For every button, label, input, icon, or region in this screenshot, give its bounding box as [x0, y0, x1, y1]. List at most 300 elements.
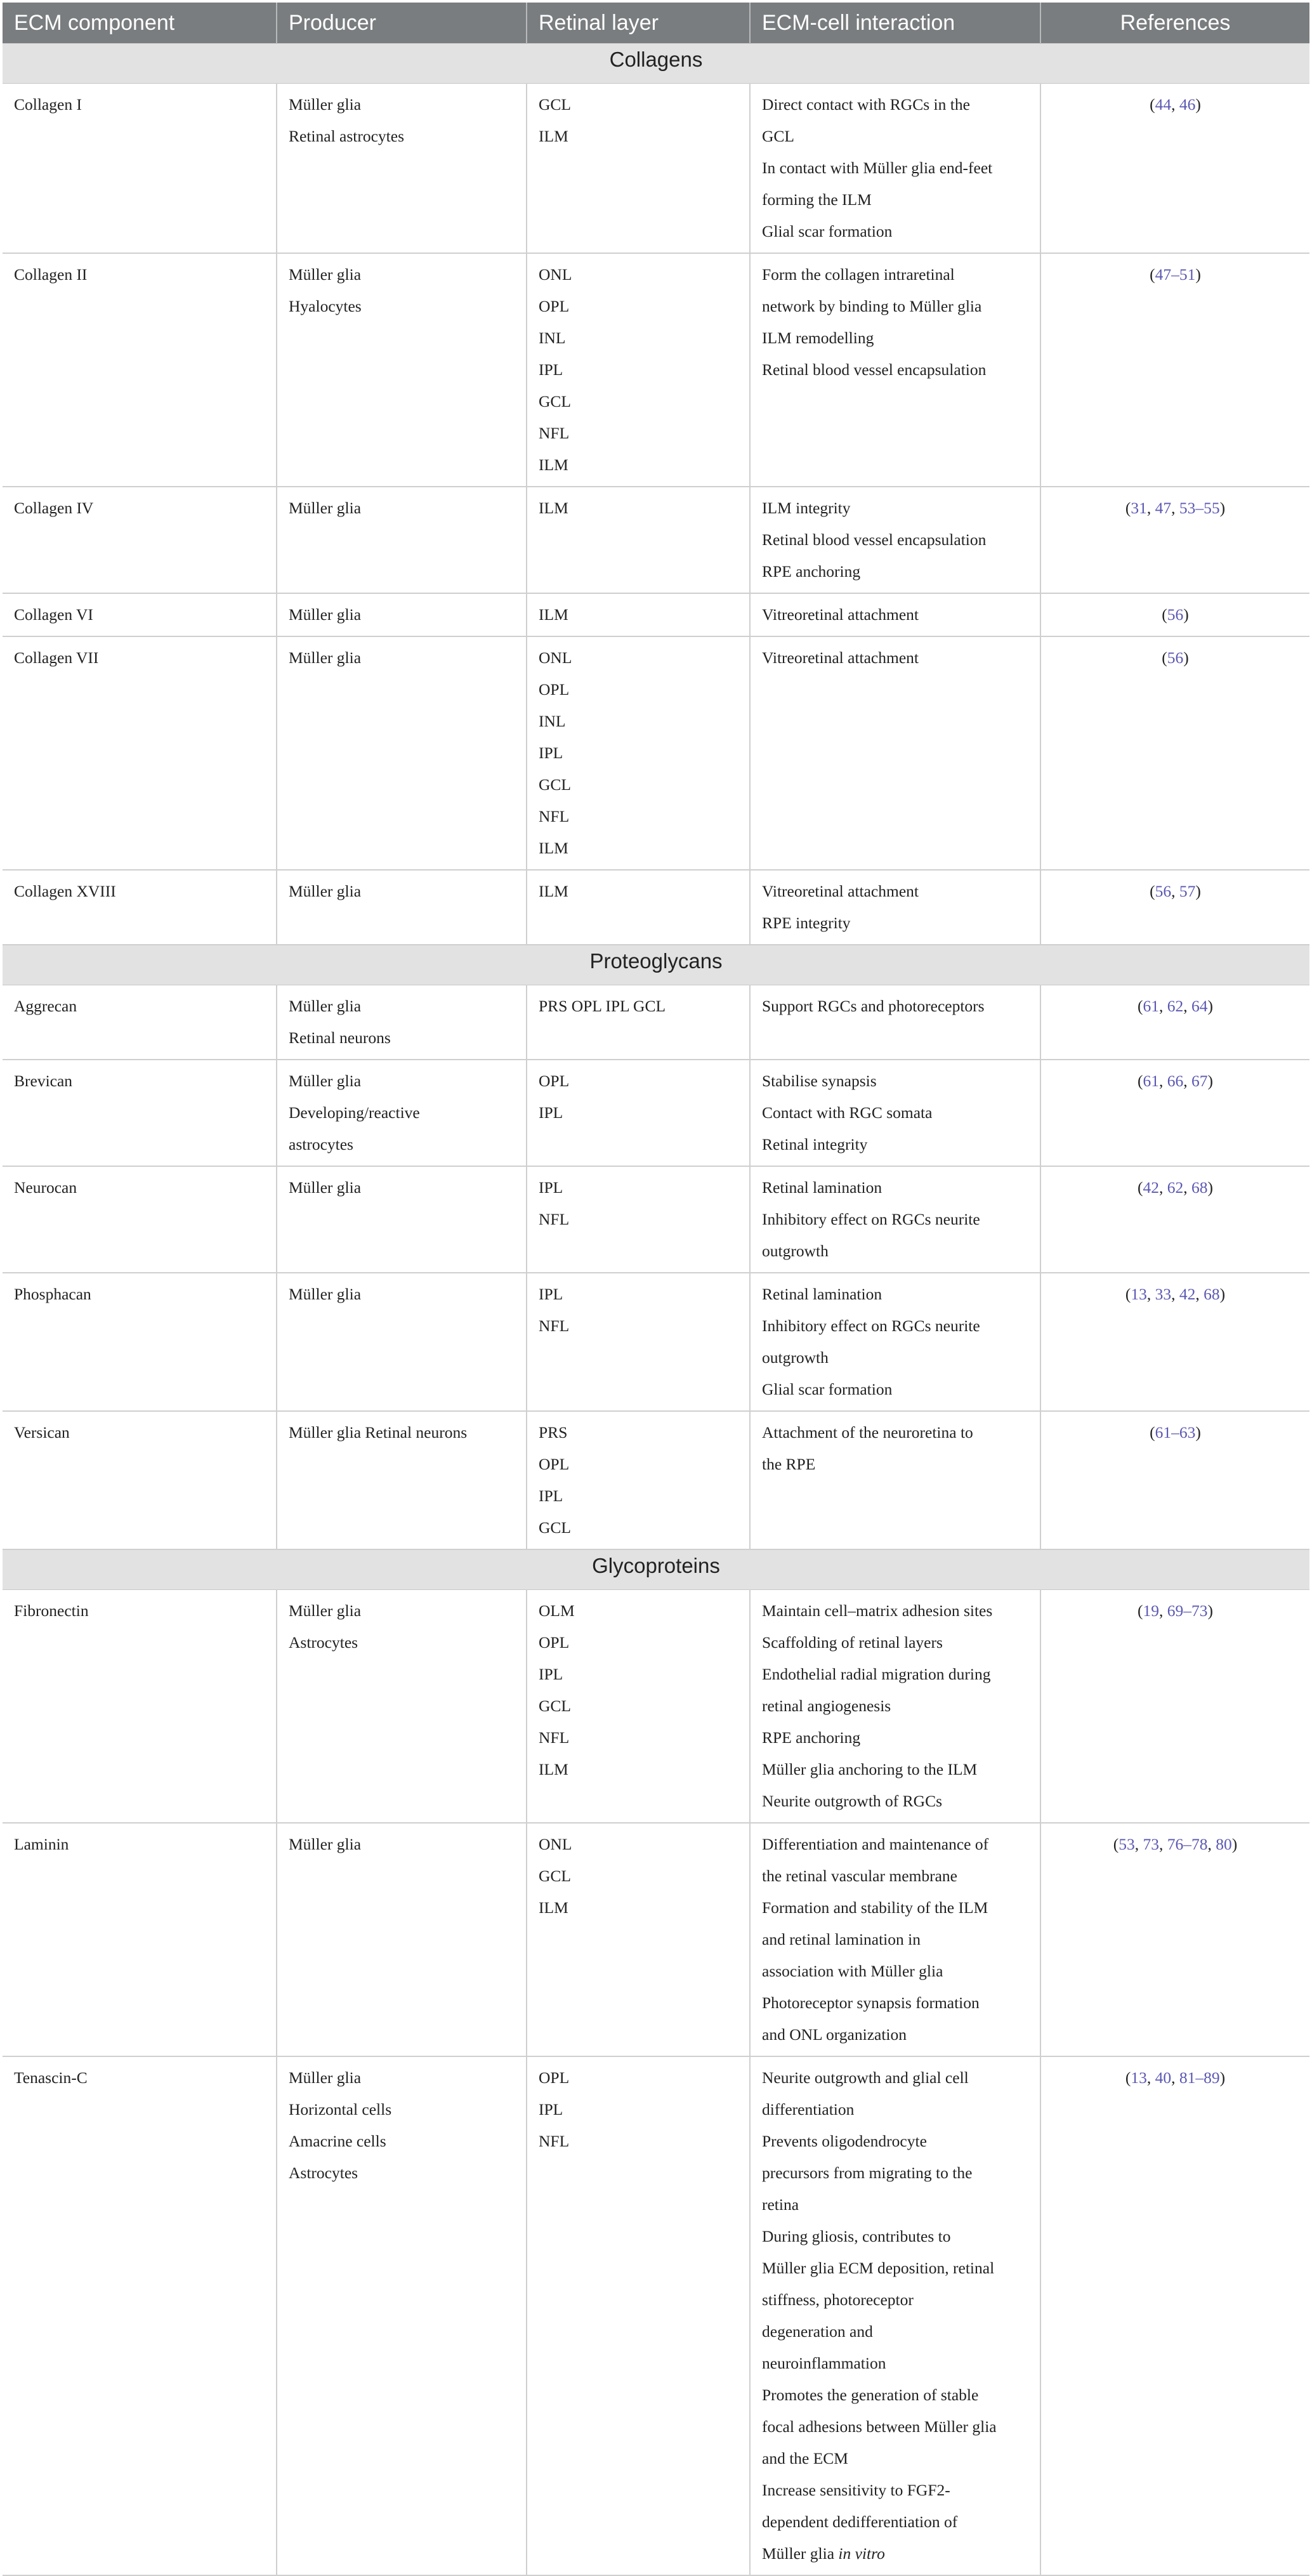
cell-ecm-component: Brevican — [3, 1060, 277, 1166]
interaction-line: Retinal blood vessel encapsulation — [762, 360, 987, 379]
layer-line: OPL — [539, 2068, 570, 2087]
cell-retinal-layer — [527, 636, 750, 870]
cell-retinal-layer — [527, 1060, 750, 1166]
producer-line: Müller glia — [289, 997, 362, 1015]
interaction-line: Retinal lamination — [762, 1178, 882, 1197]
layer-line: IPL — [539, 744, 563, 762]
cell-retinal-layer — [527, 985, 750, 1060]
layer-line: ILM — [539, 456, 568, 474]
cell-ecm-component: Collagen II — [3, 253, 277, 487]
layer-line: IPL — [539, 1103, 563, 1122]
cell-producer — [277, 636, 527, 870]
layer-line: NFL — [539, 807, 570, 825]
cell-references — [1040, 593, 1309, 636]
ref-open-paren: ( — [1162, 605, 1167, 624]
cell-retinal-layer — [527, 1411, 750, 1549]
producer-line: Retinal astrocytes — [289, 127, 404, 145]
table-row — [3, 1823, 1309, 2056]
ecm-table — [3, 3, 1309, 2576]
cell-interaction — [750, 1166, 1040, 1273]
cell-producer — [277, 1590, 527, 1824]
layer-line: NFL — [539, 1210, 570, 1228]
interaction-line: Neurite outgrowth and glial cell — [762, 2068, 969, 2087]
layer-line: ILM — [539, 1760, 568, 1778]
interaction-line: Differentiation and maintenance of — [762, 1835, 989, 1853]
interaction-line: Formation and stability of the ILM — [762, 1898, 988, 1917]
table-row — [3, 636, 1309, 870]
cell-references — [1040, 84, 1309, 254]
section-title: Collagens — [3, 44, 1309, 84]
interaction-line: Endothelial radial migration during — [762, 1665, 991, 1683]
reference-link[interactable]: 81–89 — [1179, 2068, 1220, 2087]
ref-close-paren: ) — [1183, 648, 1189, 667]
layer-line: PRS OPL IPL GCL — [539, 997, 666, 1015]
interaction-line: precursors from migrating to the — [762, 2164, 973, 2182]
layer-line: OPL — [539, 1455, 570, 1473]
cell-retinal-layer — [527, 1273, 750, 1411]
interaction-line: degeneration and — [762, 2322, 873, 2341]
interaction-line: Retinal lamination — [762, 1285, 882, 1303]
ref-open-paren: ( — [1150, 1423, 1155, 1442]
reference-link[interactable]: 31 — [1131, 499, 1147, 517]
interaction-line: Retinal integrity — [762, 1135, 868, 1153]
cell-producer — [277, 870, 527, 945]
layer-line: NFL — [539, 2132, 570, 2150]
interaction-line: Müller glia anchoring to the ILM — [762, 1760, 978, 1778]
producer-line: Müller glia — [289, 1178, 362, 1197]
layer-line: GCL — [539, 1518, 571, 1537]
reference-link[interactable]: 73 — [1143, 1835, 1159, 1853]
cell-producer — [277, 1166, 527, 1273]
table-row — [3, 870, 1309, 945]
table-row — [3, 593, 1309, 636]
layer-line: GCL — [539, 95, 571, 114]
reference-link[interactable]: 33 — [1155, 1285, 1172, 1303]
interaction-line: Increase sensitivity to FGF2- — [762, 2481, 950, 2499]
reference-link[interactable]: 62 — [1167, 997, 1184, 1015]
producer-line: Astrocytes — [289, 1633, 358, 1652]
cell-interaction — [750, 870, 1040, 945]
interaction-line: retina — [762, 2195, 799, 2214]
interaction-line: Photoreceptor synapsis formation — [762, 1994, 980, 2012]
interaction-line: forming the ILM — [762, 190, 872, 209]
layer-line: INL — [539, 712, 566, 730]
cell-retinal-layer — [527, 593, 750, 636]
reference-link[interactable]: 53 — [1118, 1835, 1135, 1853]
section-title: Glycoproteins — [3, 1549, 1309, 1590]
cell-retinal-layer — [527, 84, 750, 254]
cell-interaction — [750, 1411, 1040, 1549]
reference-link[interactable]: 68 — [1191, 1178, 1208, 1197]
reference-link[interactable]: 80 — [1216, 1835, 1232, 1853]
interaction-line: ILM remodelling — [762, 329, 874, 347]
reference-link[interactable]: 53–55 — [1179, 499, 1220, 517]
interaction-line: RPE integrity — [762, 914, 851, 932]
interaction-line: Inhibitory effect on RGCs neurite — [762, 1317, 980, 1335]
reference-link[interactable]: 47–51 — [1155, 265, 1196, 284]
producer-line: Retinal neurons — [289, 1028, 391, 1047]
reference-link[interactable]: 56 — [1155, 882, 1172, 900]
cell-references — [1040, 2056, 1309, 2575]
producer-line: Müller glia — [289, 882, 362, 900]
reference-link[interactable]: 56 — [1167, 648, 1184, 667]
reference-link[interactable]: 40 — [1155, 2068, 1172, 2087]
producer-line: Müller glia — [289, 1285, 362, 1303]
header-references: References — [1040, 3, 1309, 44]
table-row — [3, 985, 1309, 1060]
cell-references — [1040, 487, 1309, 593]
cell-references — [1040, 1273, 1309, 1411]
ref-open-paren: ( — [1150, 265, 1155, 284]
header-ecm-component: ECM component — [3, 3, 277, 44]
layer-line: IPL — [539, 1285, 563, 1303]
producer-line: Amacrine cells — [289, 2132, 386, 2150]
ref-close-paren: ) — [1219, 499, 1226, 517]
ref-separator: , — [1195, 1285, 1204, 1303]
layer-line: NFL — [539, 424, 570, 442]
ref-open-paren: ( — [1138, 997, 1143, 1015]
layer-line: OPL — [539, 680, 570, 699]
cell-ecm-component: Collagen VII — [3, 636, 277, 870]
interaction-line: neuroinflammation — [762, 2354, 886, 2372]
ref-separator: , — [1183, 1072, 1191, 1090]
cell-interaction — [750, 1060, 1040, 1166]
reference-link[interactable]: 44 — [1155, 95, 1172, 114]
producer-line: Müller glia — [289, 1601, 362, 1620]
interaction-line: Glial scar formation — [762, 1380, 893, 1398]
table-row — [3, 1273, 1309, 1411]
layer-line: GCL — [539, 392, 571, 411]
cell-interaction — [750, 487, 1040, 593]
table-row — [3, 1060, 1309, 1166]
ref-close-paren: ) — [1195, 882, 1201, 900]
cell-interaction — [750, 593, 1040, 636]
cell-retinal-layer — [527, 870, 750, 945]
layer-line: IPL — [539, 1178, 563, 1197]
cell-producer — [277, 1060, 527, 1166]
table-body — [3, 44, 1309, 2576]
reference-link[interactable]: 67 — [1191, 1072, 1208, 1090]
interaction-line: RPE anchoring — [762, 562, 861, 581]
cell-ecm-component: Neurocan — [3, 1166, 277, 1273]
interaction-line: retinal angiogenesis — [762, 1697, 891, 1715]
interaction-line: Vitreoretinal attachment — [762, 605, 919, 624]
ref-close-paren: ) — [1195, 265, 1201, 284]
producer-line: Müller glia Retinal neurons — [289, 1423, 468, 1442]
ref-close-paren: ) — [1231, 1835, 1238, 1853]
layer-line: OPL — [539, 1072, 570, 1090]
interaction-line: In contact with Müller glia end-feet — [762, 159, 993, 177]
interaction-line: and ONL organization — [762, 2025, 907, 2044]
interaction-line: and the ECM — [762, 2449, 848, 2468]
interaction-line: and retinal lamination in — [762, 1930, 921, 1948]
interaction-line: Vitreoretinal attachment — [762, 648, 919, 667]
reference-link[interactable]: 62 — [1167, 1178, 1184, 1197]
ref-close-paren: ) — [1207, 997, 1213, 1015]
interaction-line: GCL — [762, 127, 794, 145]
producer-line: Müller glia — [289, 265, 362, 284]
reference-link[interactable]: 13 — [1131, 2068, 1147, 2087]
header-producer: Producer — [277, 3, 527, 44]
interaction-line: Müller glia in vitro — [762, 2544, 885, 2563]
layer-line: OPL — [539, 1633, 570, 1652]
ref-open-paren: ( — [1138, 1601, 1143, 1620]
ref-close-paren: ) — [1207, 1178, 1213, 1197]
cell-retinal-layer — [527, 1166, 750, 1273]
ref-open-paren: ( — [1125, 1285, 1131, 1303]
reference-link[interactable]: 68 — [1204, 1285, 1220, 1303]
layer-line: IPL — [539, 1487, 563, 1505]
producer-line: Müller glia — [289, 1835, 362, 1853]
cell-ecm-component: Collagen VI — [3, 593, 277, 636]
layer-line: ILM — [539, 605, 568, 624]
cell-producer — [277, 985, 527, 1060]
interaction-line: Form the collagen intraretinal — [762, 265, 955, 284]
ref-separator: , — [1159, 1072, 1167, 1090]
ref-open-paren: ( — [1150, 95, 1155, 114]
ref-close-paren: ) — [1195, 95, 1201, 114]
ref-open-paren: ( — [1138, 1178, 1143, 1197]
reference-link[interactable]: 66 — [1167, 1072, 1184, 1090]
reference-link[interactable]: 56 — [1167, 605, 1184, 624]
cell-ecm-component: Laminin — [3, 1823, 277, 2056]
cell-producer — [277, 1273, 527, 1411]
cell-interaction — [750, 2056, 1040, 2575]
producer-line: Müller glia — [289, 648, 362, 667]
table-header — [3, 3, 1309, 44]
cell-references — [1040, 1166, 1309, 1273]
ref-separator: , — [1146, 2068, 1155, 2087]
layer-line: NFL — [539, 1317, 570, 1335]
cell-ecm-component: Collagen IV — [3, 487, 277, 593]
interaction-line: Support RGCs and photoreceptors — [762, 997, 985, 1015]
producer-line: Müller glia — [289, 1072, 362, 1090]
cell-interaction — [750, 253, 1040, 487]
layer-line: IPL — [539, 1665, 563, 1683]
cell-interaction — [750, 636, 1040, 870]
layer-line: GCL — [539, 1697, 571, 1715]
interaction-line: the RPE — [762, 1455, 816, 1473]
ref-separator: , — [1134, 1835, 1143, 1853]
interaction-line: differentiation — [762, 2100, 855, 2119]
ref-open-paren: ( — [1125, 499, 1131, 517]
layer-line: ILM — [539, 127, 568, 145]
interaction-line: dependent dedifferentiation of — [762, 2513, 958, 2531]
ref-separator: , — [1183, 997, 1191, 1015]
layer-line: ILM — [539, 839, 568, 857]
cell-ecm-component: Tenascin-C — [3, 2056, 277, 2575]
producer-line: Müller glia — [289, 499, 362, 517]
interaction-line: stiffness, photoreceptor — [762, 2290, 914, 2309]
ref-separator: , — [1159, 1835, 1167, 1853]
interaction-line: Glial scar formation — [762, 222, 893, 240]
header-retinal-layer: Retinal layer — [527, 3, 750, 44]
producer-line: Müller glia — [289, 2068, 362, 2087]
cell-retinal-layer — [527, 1590, 750, 1824]
table-row — [3, 1166, 1309, 1273]
reference-link[interactable]: 42 — [1143, 1178, 1159, 1197]
cell-retinal-layer — [527, 253, 750, 487]
reference-link[interactable]: 64 — [1191, 997, 1208, 1015]
cell-producer — [277, 487, 527, 593]
table-row — [3, 253, 1309, 487]
interaction-line: Müller glia ECM deposition, retinal — [762, 2259, 995, 2277]
italic-text: in vitro — [838, 2544, 885, 2563]
reference-link[interactable]: 76–78 — [1167, 1835, 1208, 1853]
section-row — [3, 945, 1309, 985]
table-row — [3, 84, 1309, 254]
interaction-line: Scaffolding of retinal layers — [762, 1633, 943, 1652]
cell-retinal-layer — [527, 2056, 750, 2575]
reference-link[interactable]: 61–63 — [1155, 1423, 1196, 1442]
ref-open-paren: ( — [1125, 2068, 1131, 2087]
ref-close-paren: ) — [1195, 1423, 1201, 1442]
layer-line: INL — [539, 329, 566, 347]
interaction-line: Stabilise synapsis — [762, 1072, 877, 1090]
interaction-line: Direct contact with RGCs in the — [762, 95, 970, 114]
interaction-line: During gliosis, contributes to — [762, 2227, 951, 2245]
cell-producer — [277, 2056, 527, 2575]
producer-line: astrocytes — [289, 1135, 353, 1153]
ref-separator: , — [1171, 499, 1179, 517]
interaction-line: focal adhesions between Müller glia — [762, 2417, 997, 2436]
layer-line: ONL — [539, 648, 572, 667]
ref-separator: , — [1146, 1285, 1155, 1303]
interaction-line: the retinal vascular membrane — [762, 1867, 957, 1885]
reference-link[interactable]: 47 — [1155, 499, 1172, 517]
cell-interaction — [750, 1590, 1040, 1824]
cell-interaction — [750, 1273, 1040, 1411]
interaction-line: Maintain cell–matrix adhesion sites — [762, 1601, 993, 1620]
layer-line: IPL — [539, 2100, 563, 2119]
ref-separator: , — [1207, 1835, 1216, 1853]
ref-close-paren: ) — [1207, 1072, 1213, 1090]
cell-ecm-component: Phosphacan — [3, 1273, 277, 1411]
reference-link[interactable]: 57 — [1179, 882, 1196, 900]
ref-separator: , — [1159, 1601, 1167, 1620]
layer-line: OLM — [539, 1601, 575, 1620]
table-row — [3, 487, 1309, 593]
section-title: Proteoglycans — [3, 945, 1309, 985]
cell-interaction — [750, 1823, 1040, 2056]
layer-line: NFL — [539, 1728, 570, 1747]
ref-open-paren: ( — [1150, 882, 1155, 900]
cell-references — [1040, 870, 1309, 945]
cell-producer — [277, 593, 527, 636]
reference-link[interactable]: 46 — [1179, 95, 1196, 114]
reference-link[interactable]: 13 — [1131, 1285, 1147, 1303]
cell-references — [1040, 1590, 1309, 1824]
reference-link[interactable]: 61 — [1143, 997, 1159, 1015]
ref-open-paren: ( — [1138, 1072, 1143, 1090]
interaction-line: Promotes the generation of stable — [762, 2386, 979, 2404]
cell-retinal-layer — [527, 487, 750, 593]
cell-ecm-component: Fibronectin — [3, 1590, 277, 1824]
interaction-line: outgrowth — [762, 1242, 829, 1260]
layer-line: ONL — [539, 265, 572, 284]
producer-line: Müller glia — [289, 605, 362, 624]
table-row — [3, 1590, 1309, 1824]
interaction-line: Retinal blood vessel encapsulation — [762, 530, 987, 549]
interaction-line: ILM integrity — [762, 499, 851, 517]
ref-close-paren: ) — [1207, 1601, 1213, 1620]
interaction-line: Inhibitory effect on RGCs neurite — [762, 1210, 980, 1228]
header-ecm-cell-interaction: ECM-cell interaction — [750, 3, 1040, 44]
cell-ecm-component: Aggrecan — [3, 985, 277, 1060]
interaction-line: Attachment of the neuroretina to — [762, 1423, 973, 1442]
layer-line: ONL — [539, 1835, 572, 1853]
ref-close-paren: ) — [1219, 2068, 1226, 2087]
cell-interaction — [750, 985, 1040, 1060]
ref-separator: , — [1171, 2068, 1179, 2087]
interaction-line: Neurite outgrowth of RGCs — [762, 1792, 943, 1810]
cell-references — [1040, 253, 1309, 487]
cell-ecm-component: Collagen XVIII — [3, 870, 277, 945]
ref-close-paren: ) — [1183, 605, 1189, 624]
producer-line: Horizontal cells — [289, 2100, 392, 2119]
interaction-line: RPE anchoring — [762, 1728, 861, 1747]
table-row — [3, 2056, 1309, 2575]
interaction-line: Vitreoretinal attachment — [762, 882, 919, 900]
layer-line: GCL — [539, 775, 571, 794]
ref-separator: , — [1171, 95, 1179, 114]
interaction-line: Prevents oligodendrocyte — [762, 2132, 927, 2150]
cell-references — [1040, 1823, 1309, 2056]
layer-line: OPL — [539, 297, 570, 315]
ref-open-paren: ( — [1162, 648, 1167, 667]
cell-references — [1040, 636, 1309, 870]
table-row — [3, 1411, 1309, 1549]
cell-producer — [277, 253, 527, 487]
cell-references — [1040, 985, 1309, 1060]
layer-line: GCL — [539, 1867, 571, 1885]
cell-producer — [277, 84, 527, 254]
section-row — [3, 1549, 1309, 1590]
cell-interaction — [750, 84, 1040, 254]
ref-open-paren: ( — [1113, 1835, 1119, 1853]
cell-references — [1040, 1060, 1309, 1166]
cell-references — [1040, 1411, 1309, 1549]
reference-link[interactable]: 69–73 — [1167, 1601, 1208, 1620]
layer-line: ILM — [539, 1898, 568, 1917]
layer-line: ILM — [539, 499, 568, 517]
ref-separator: , — [1159, 997, 1167, 1015]
ref-separator: , — [1146, 499, 1155, 517]
cell-producer — [277, 1823, 527, 2056]
cell-producer — [277, 1411, 527, 1549]
interaction-line: outgrowth — [762, 1348, 829, 1367]
producer-line: Astrocytes — [289, 2164, 358, 2182]
section-row — [3, 44, 1309, 84]
producer-line: Hyalocytes — [289, 297, 362, 315]
interaction-line: Contact with RGC somata — [762, 1103, 933, 1122]
cell-retinal-layer — [527, 1823, 750, 2056]
ref-separator: , — [1183, 1178, 1191, 1197]
cell-ecm-component: Versican — [3, 1411, 277, 1549]
interaction-line: network by binding to Müller glia — [762, 297, 982, 315]
producer-line: Developing/reactive — [289, 1103, 420, 1122]
layer-line: IPL — [539, 360, 563, 379]
ref-separator: , — [1171, 1285, 1179, 1303]
producer-line: Müller glia — [289, 95, 362, 114]
reference-link[interactable]: 42 — [1179, 1285, 1196, 1303]
cell-ecm-component: Collagen I — [3, 84, 277, 254]
ref-separator: , — [1171, 882, 1179, 900]
interaction-line: association with Müller glia — [762, 1962, 943, 1980]
reference-link[interactable]: 19 — [1143, 1601, 1159, 1620]
reference-link[interactable]: 61 — [1143, 1072, 1159, 1090]
layer-line: PRS — [539, 1423, 568, 1442]
